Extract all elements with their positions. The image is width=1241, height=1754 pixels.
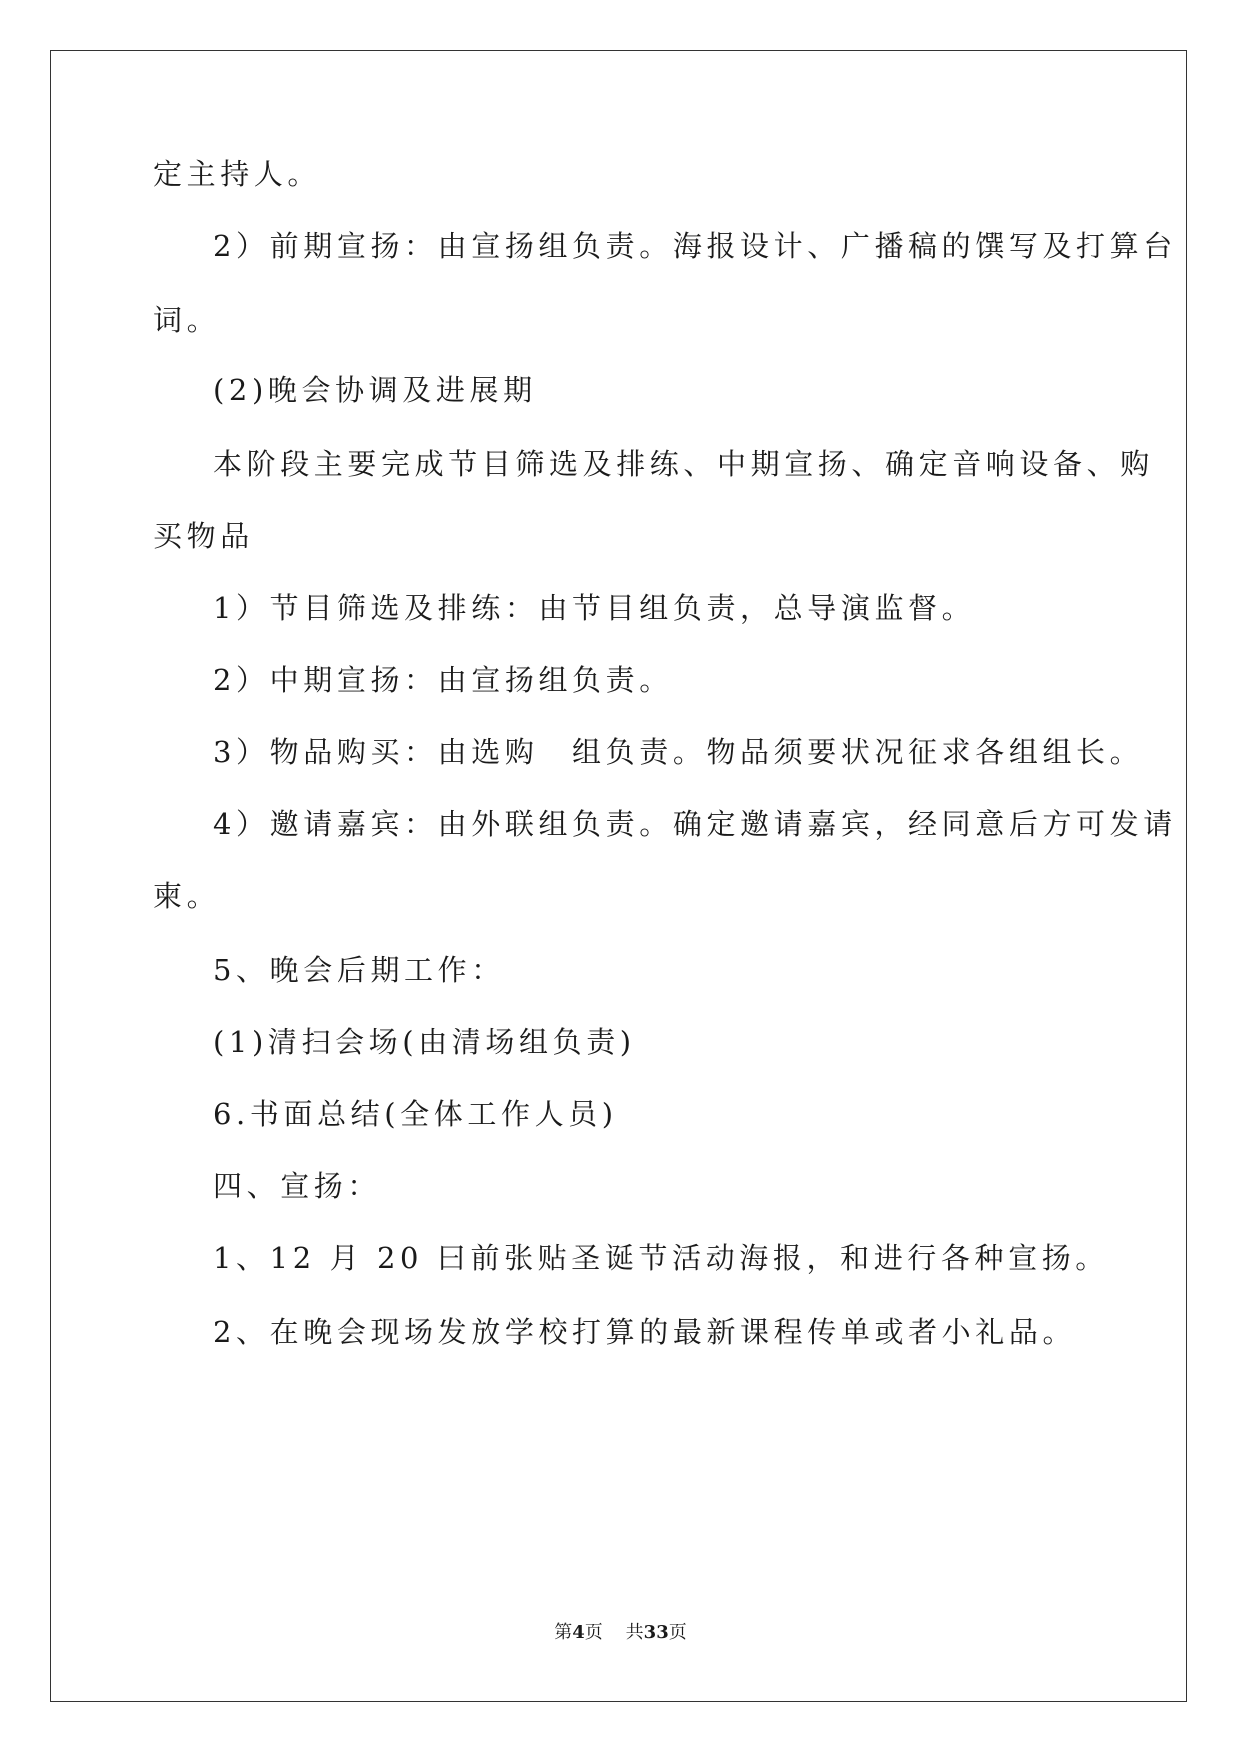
text-line: 2）中期宣扬：由宣扬组负责。: [213, 663, 673, 697]
footer-page-suffix: 页: [584, 1622, 603, 1643]
text-line: (1)清扫会场(由清场组负责): [213, 1025, 636, 1059]
text-line: 定主持人。: [153, 157, 322, 191]
footer-total-suffix: 页: [668, 1622, 687, 1643]
footer-total-pages: 33: [643, 1622, 669, 1643]
text-line: 2、在晚会现场发放学校打算的最新课程传单或者小礼品。: [213, 1315, 1077, 1349]
text-line: 4）邀请嘉宾：由外联组负责。确定邀请嘉宾，经同意后方可发请: [213, 807, 1177, 841]
text-line: 本阶段主要完成节目筛选及排练、中期宣扬、确定音响设备、购: [213, 447, 1154, 481]
text-line: 6.书面总结(全体工作人员): [213, 1097, 618, 1131]
page-border: [50, 50, 1187, 1702]
footer-total-prefix: 共: [625, 1622, 644, 1643]
page-footer: [0, 1618, 1241, 1644]
text-line: 四、宣扬：: [213, 1169, 382, 1203]
text-line: 5、晚会后期工作：: [213, 953, 505, 987]
text-line: 2）前期宣扬：由宣扬组负责。海报设计、广播稿的馔写及打算台: [213, 229, 1177, 263]
text-line: 词。: [153, 303, 221, 337]
text-line: 柬。: [153, 879, 221, 913]
text-line: (2)晚会协调及进展期: [213, 373, 537, 407]
text-line: 1）节目筛选及排练：由节目组负责，总导演监督。: [213, 591, 976, 625]
text-line: 3）物品购买：由选购 组负责。物品须要状况征求各组组长。: [213, 735, 1144, 769]
footer-page-number: 4: [572, 1622, 585, 1643]
footer-page-prefix: 第: [554, 1622, 573, 1643]
text-line: 买物品: [153, 519, 254, 553]
text-line: 1、12 月 20 曰前张贴圣诞节活动海报，和进行各种宣扬。: [213, 1241, 1109, 1275]
